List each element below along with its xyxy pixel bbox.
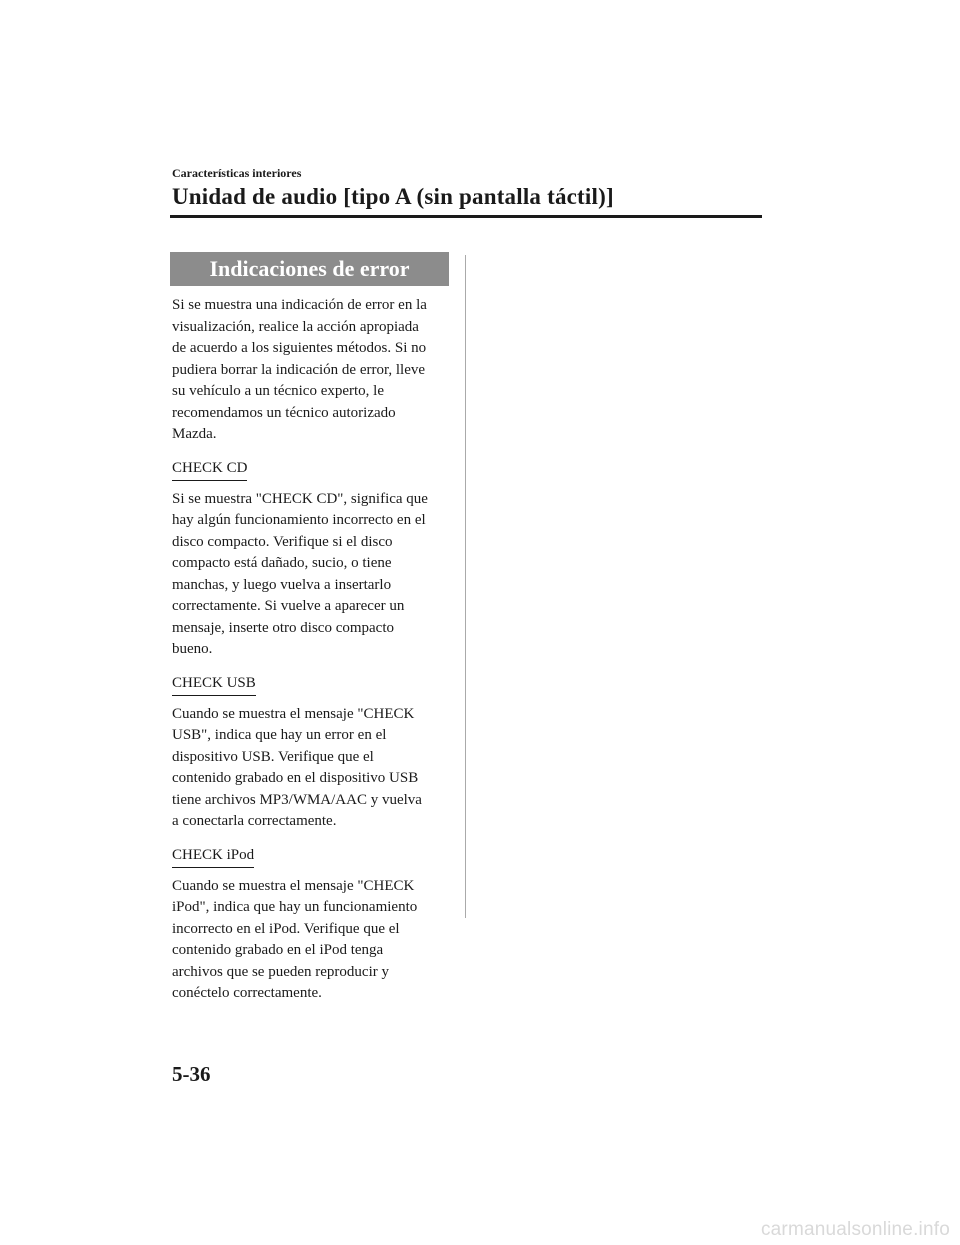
text-line: correctamente. Si vuelve a aparecer un	[172, 598, 405, 614]
text-line: Mazda.	[172, 426, 217, 442]
text-line: su vehículo a un técnico experto, le	[172, 383, 385, 399]
subheading-check-usb: CHECK USB	[172, 673, 256, 696]
text-line: manchas, y luego vuelva a insertarlo	[172, 576, 392, 593]
text-line: Si se muestra una indicación de error en la	[172, 297, 427, 313]
text-line: archivos que se pueden reproducir y	[172, 963, 390, 980]
text-line: mensaje, inserte otro disco compacto	[172, 619, 395, 636]
text-line: hay algún funcionamiento incorrecto en el	[172, 512, 426, 528]
text-line: conéctelo correctamente.	[172, 985, 322, 1001]
check-ipod-paragraph	[172, 876, 450, 1005]
text-line: visualización, realice la acción apropiada	[172, 318, 419, 335]
section-heading: Indicaciones de error	[170, 252, 449, 286]
column-divider	[465, 255, 466, 918]
text-line: tiene archivos MP3/WMA/AAC y vuelva	[172, 791, 422, 808]
text-line: Si se muestra "CHECK CD", significa que	[172, 490, 428, 507]
check-usb-paragraph	[172, 704, 450, 833]
text-line: contenido grabado en el iPod tenga	[172, 942, 384, 958]
text-line: dispositivo USB. Verifique que el	[172, 748, 374, 765]
intro-paragraph	[172, 295, 450, 446]
subheading-check-ipod: CHECK iPod	[172, 845, 254, 868]
text-line: compacto está dañado, sucio, o tiene	[172, 555, 392, 571]
check-cd-paragraph	[172, 489, 450, 661]
left-column	[170, 252, 450, 1013]
text-line: incorrecto en el iPod. Verifique que el	[172, 920, 400, 937]
text-line: Cuando se muestra el mensaje "CHECK	[172, 877, 415, 894]
text-line: Cuando se muestra el mensaje "CHECK	[172, 705, 415, 722]
page-number: 5-36	[172, 1062, 211, 1086]
subheading-check-cd: CHECK CD	[172, 458, 247, 481]
text-line: disco compacto. Verifique si el disco	[172, 533, 393, 550]
text-line: USB", indica que hay un error en el	[172, 727, 387, 743]
text-line: a conectarla correctamente.	[172, 813, 337, 829]
text-line: pudiera borrar la indicación de error, lleve	[172, 361, 426, 378]
text-line: bueno.	[172, 641, 213, 657]
text-line: recomendamos un técnico autorizado	[172, 404, 396, 421]
page-title: Unidad de audio [tipo A (sin pantalla táctil)]	[172, 184, 614, 209]
text-line: contenido grabado en el dispositivo USB	[172, 770, 419, 786]
text-line: de acuerdo a los siguientes métodos. Si no	[172, 340, 427, 356]
watermark: carmanualsonline.info	[760, 1219, 950, 1240]
title-rule	[170, 215, 762, 218]
text-line: iPod", indica que hay un funcionamiento	[172, 899, 418, 915]
chapter-label: Características interiores	[172, 166, 302, 180]
